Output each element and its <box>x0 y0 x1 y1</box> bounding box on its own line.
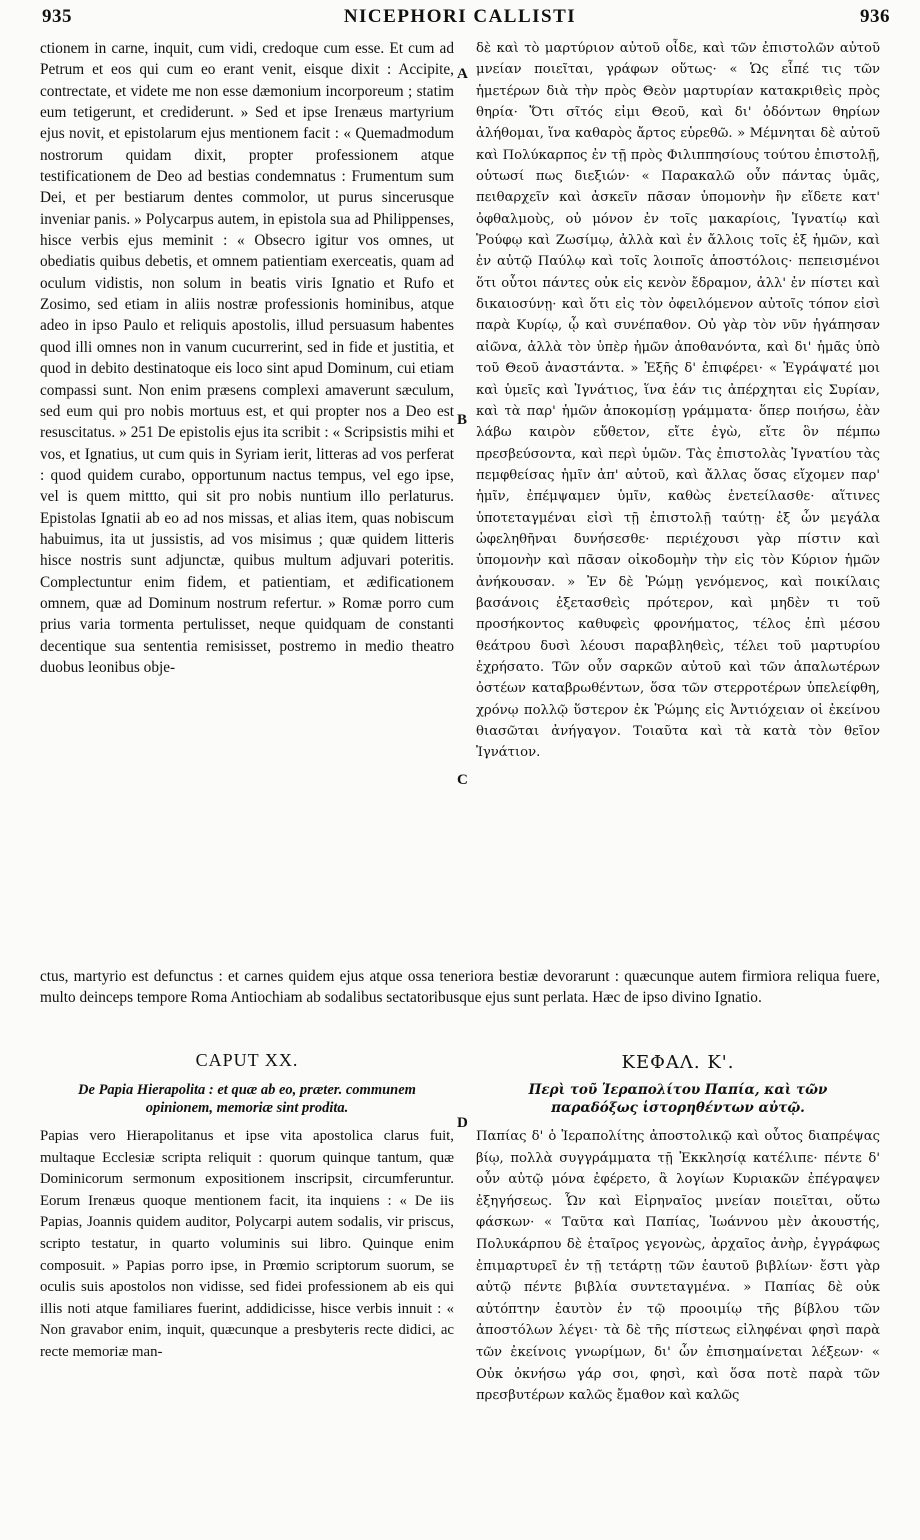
chapter-body-greek: Παπίας δ' ὁ Ἱεραπολίτης ἀποστολικῷ καὶ οὗτος διαπρέψας βίῳ, πολλὰ συγγράμματα τῇ Ἐκκλησίᾳ κατέλιπε· πέντε δ' οὖν αὐτῷ μόνα ἐφέρετο, ἃ λογίων Κυριακῶν ἐπέγραψεν ἐξηγήσεως. Ὧν καὶ Εἰρηναῖος μνείαν ποιεῖται, οὕτω φάσκων· « Ταῦτα καὶ Παπίας, Ἰωάννου μὲν ἀκουστής, Πολυκάρπου δὲ ἑταῖρος γεγονὼς, ἀρχαῖος ἀνὴρ, ἐγγράφως ἐπιμαρτυρεῖ ἐν τῇ τετάρτῃ τῶν ἑαυτοῦ βιβλίων· ἔστι γὰρ αὐτῷ πέντε βιβλία συντεταγμένα. » Παπίας δὲ οὐκ αὐτόπτην ἑαυτὸν ἐν τῷ προοιμίῳ τῆς βίβλου τῶν ἀποστόλων λέγει· τὰ δὲ τῆς πίστεως εἰληφέναι φησὶ παρὰ τῶν ἐκείνοις γνωρίμων, δι' ὧν ἐπισημαίνεται λέξεων· « Οὐκ ὀκνήσω γάρ σοι, φησὶ, καὶ ὅσα ποτὲ παρὰ τῶν πρεσβυτέρων καλῶς ἔμαθον καὶ καλῶς <box>476 1129 880 1404</box>
chapter-subtitle-greek: Περὶ τοῦ Ἱεραπολίτου Παπία, καὶ τῶν παραδόξως ἱστορηθέντων αὐτῷ. <box>528 1082 828 1116</box>
chapter-body-latin: Papias vero Hierapolitanus et ipse vita apostolica clarus fuit, multaque Ecclesiæ scripta reliquit : quorum quinque tantum, quæ Dominicorum sermonum expositionem inscripsit, circumferuntur. Eorum Irenæus quoque mentionem facit, ita inquiens : « De iis Papias, Joannis quidem auditor, Polycarpi autem sodalis, vir priscus, scripto testatur, in quarto voluminis sui libro. Quinque enim composuit. » Papias porro ipse, in Prœmio scriptorum suorum, se oculis suis apostolos non vidisse, sed fidei professionem ab eis qui illis noti atque familiares fuerint, addidicisse, hisce verbis innuit : « Non gravabor enim, inquit, quæcunque a presbyteris recte didici, ac recte memoriæ man- <box>40 1128 454 1360</box>
page-number-left: 935 <box>42 6 72 27</box>
margin-letter-c: C <box>457 772 468 788</box>
margin-letter-a: A <box>457 66 468 82</box>
chapter-subtitle-latin: De Papia Hierapolita : et quæ ab eo, præter. communem opinionem, memoriæ sint prodita. <box>78 1082 416 1116</box>
margin-letter-d: D <box>457 1115 468 1131</box>
margin-letter-b: B <box>457 412 468 428</box>
latin-column-upper: ctionem in carne, inquit, cum vidi, credoque cum esse. Et cum ad Petrum et eos qui cum eo erant venit, eisque dixit : Accipite, contrectate, et videte me non esse dæmonium incorporeum ; statim eum tetigerunt, et crediderunt. » Sed et ipse Irenæus martyrium ejus novit, et epistolarum ejus mentionem facit : « Quemadmodum nostrorum quidam dixit, propter professionem atque testificationem de Deo ad bestias condemnatus : Frumentum sum Dei, et per bestiarum dentes commolor, ut purus sincerusque inveniar panis. » Polycarpus autem, in epistola sua ad Philippenses, hisce verbis ejus meminit : « Obsecro igitur vos omnes, ut obediatis quibus debetis, et omnem patientiam exerceatis, quam ad oculum vidistis, non solum in beatis viris Ignatio et Rufo et Zosimo, sed etiam in aliis nostræ professionis hominibus, atque adeo in ipso Paulo et reliquis apostolis, illud persuasum habentes quod illi omnes non in vanum cucurrerint, sed in fide et justitia, et quod in debito destinatoque eis loco sint apud Dominum, cui etiam compassi sunt. Non enim præsens complexi amaverunt sæculum, sed eum qui pro nobis mortuus est, et qui propter nos a Deo est resuscitatus. » 251 De epistolis ejus ita scribit : « Scripsistis mihi et vos, et Ignatius, ut cum quis in Syriam ierit, litteras ad vos perferat : quod quidem curabo, opportunum nactus tempus, vel ego ipse, vel is quem mittto, qui sit pro nobis nuntium illo perlaturus. Epistolas Ignatii ab eo ad nos missas, et alias item, quas nobiscum habuimus, ita ut jussistis, ad vos misimus ; quæ quidem litteris hisce nostris sunt adjunctæ, quibus multum adjuvari poteritis. Complectuntur enim fidem, et patientiam, et ædificationem omnem, quæ ad Dominum nostrum refertur. » Romæ porro cum prius varia tormenta pertulisset, neque quidquam de constanti decentique sua sententia remisisset, postremo in medio theatro duobus leonibus obje- <box>40 40 454 676</box>
chapter-heading-greek: ΚΕΦΑΛ. Κ'. <box>621 1052 735 1073</box>
page-number-right: 936 <box>860 6 890 27</box>
latin-bridge-text: ctus, martyrio est defunctus : et carnes quidem ejus atque ossa teneriora bestiæ devorarunt : quæcunque autem firmiora reliqua fuere, multo deinceps tempore Roma Antiochiam ab sodalibus sectatoribusque ejus sunt perlata. Hæc de ipso divino Ignatio. <box>40 968 880 1007</box>
chapter-heading-latin: CAPUT XX. <box>195 1050 299 1070</box>
greek-column-upper: δὲ καὶ τὸ μαρτύριον αὐτοῦ οἶδε, καὶ τῶν ἐπιστολῶν αὐτοῦ μνείαν ποιεῖται, γράφων οὕτως· « Ὡς εἶπέ τις τῶν ἡμετέρων διὰ τὴν πρὸς Θεὸν μαρτυρίαν κατακριθεὶς πρὸς θηρία· Ὅτι σῖτός εἰμι Θεοῦ, καὶ δι' ὀδόντων θηρίων ἀλήθομαι, ἵνα καθαρὸς ἄρτος εὑρεθῶ. » Μέμνηται δὲ αὐτοῦ καὶ Πολύκαρπος ἐν τῇ πρὸς Φιλιππησίους τούτου ἐπιστολῇ, οὑτωσί πως διεξιών· « Παρακαλῶ οὖν πάντας ὑμᾶς, πειθαρχεῖν καὶ ἀσκεῖν πᾶσαν ὑπομονὴν ἣν εἴδετε κατ' ὀφθαλμοὺς, οὐ μόνον ἐν τοῖς μακαρίοις, Ἰγνατίῳ καὶ Ῥούφῳ καὶ Ζωσίμῳ, ἀλλὰ καὶ ἐν ἄλλοις τοῖς ἐξ ἡμῶν, καὶ ἐν αὐτῷ Παύλῳ καὶ τοῖς λοιποῖς ἀποστόλοις· πεπεισμένοι ὅτι οὗτοι πάντες οὐκ εἰς κενὸν ἔδραμον, ἀλλ' ἐν πίστει καὶ δικαιοσύνῃ· καὶ ὅτι εἰς τὸν ὀφειλόμενον αὐτοῖς τόπον εἰσὶ παρὰ Κυρίῳ, ᾧ καὶ συνέπαθον. Οὐ γὰρ τὸν νῦν ἠγάπησαν αἰῶνα, ἀλλὰ τὸν ὑπὲρ ἡμῶν ἀποθανόντα, καὶ δι' ἡμᾶς ὑπὸ τοῦ Θεοῦ ἀναστάντα. » Ἐξῆς δ' ἐπιφέρει· « Ἐγράψατέ μοι καὶ ὑμεῖς καὶ Ἰγνάτιος, ἵνα ἐάν τις ἀπέρχηται εἰς Συρίαν, καὶ τὰ παρ' ἡμῶν ἀποκομίσῃ γράμματα· ὅπερ ποιήσω, ἐὰν λάβω καιρὸν εὔθετον, εἴτε ἐγὼ, εἴτε ὃν πέμπω πρεσβεύσοντα, καὶ περὶ ὑμῶν. Τὰς ἐπιστολὰς Ἰγνατίου τὰς πεμφθείσας ἡμῖν ἀπ' αὐτοῦ, καὶ ἄλλας ὅσας εἴχομεν παρ' ἡμῖν, ἐπέμψαμεν ὑμῖν, καθὼς ἐνετείλασθε· αἵτινες ὑποτεταγμέναι εἰσὶ τῇ ἐπιστολῇ ταύτῃ· ἐξ ὧν μεγάλα ὠφεληθῆναι δυνήσεσθε· περιέχουσι γὰρ πίστιν καὶ ὑπομονὴν καὶ πᾶσαν οἰκοδομὴν τὴν εἰς τὸν Κύριον ἡμῶν ἀνήκουσαν. » Ἐν δὲ Ῥώμῃ γενόμενος, καὶ ποικίλαις βασάνοις ἐξετασθεὶς πρότερον, καὶ μηδὲν τι τοῦ προσήκοντος καθυφεὶς φρονήματος, τέλος ἐπὶ μέσου θεάτρου δυσὶ λέουσι παραβληθεὶς, τέλει τοῦ μαρτυρίου ἐχρήσατο. Τῶν οὖν σαρκῶν αὐτοῦ καὶ τῶν ἁπαλωτέρων ὀστέων καταβρωθέντων, ὅσα τῶν στερροτέρων ὑπελείφθη, χρόνῳ πολλῷ ὕστερον ἐκ Ῥώμης εἰς Ἀντιόχειαν οἱ ἐκείνου θιασῶται ἀνήγαγον. Τοιαῦτα καὶ τὰ κατὰ τὸν θεῖον Ἰγνάτιον. <box>476 41 880 761</box>
page-title: NICEPHORI CALLISTI <box>343 6 577 27</box>
